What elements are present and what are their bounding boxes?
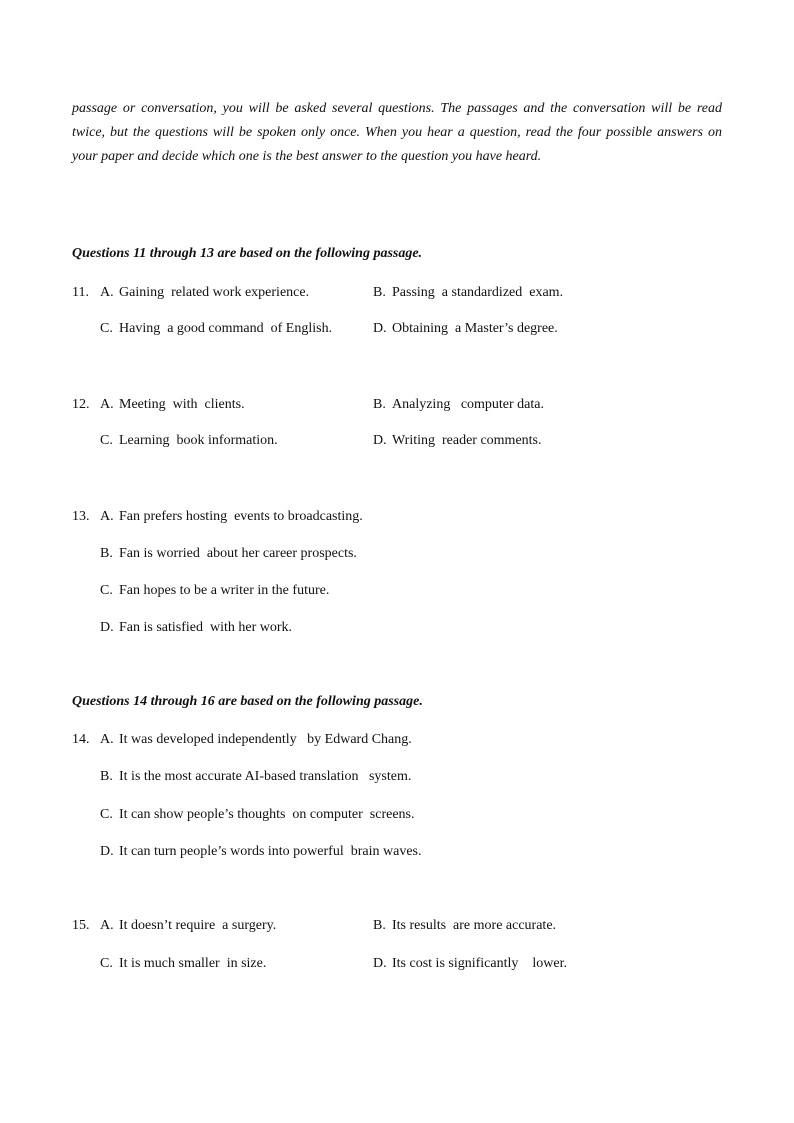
option-letter: B. [373,918,386,933]
question-number: 11. [72,285,89,300]
option-letter: D. [373,956,387,971]
option-text: Analyzing computer data. [392,397,545,412]
option-letter: A. [100,509,114,524]
option-d [373,319,558,339]
option-letter: D. [373,433,387,448]
option-text: Passing a standardized exam. [392,285,564,300]
option-text: Fan is satisfied with her work. [119,620,293,635]
option-d [100,618,292,638]
question-number: 13. [72,509,90,524]
option-b [373,916,556,936]
option-b [100,544,357,564]
instructions-paragraph: passage or conversation, you will be asked several questions. The passages and the conversation will be read twice, but the questions will be spoken only once. When you hear a question, read the four possible answers on your paper and decide which one is the best answer to the question you have heard. [72,101,722,164]
option-letter: A. [100,285,114,300]
option-text: Meeting with clients. [119,397,245,412]
option-b [373,395,544,415]
option-text: Its cost is significantly lower. [392,956,567,971]
option-text: It can show people’s thoughts on computer screens. [119,807,415,822]
option-b [373,283,563,303]
option-letter: B. [373,397,386,412]
section-heading: Questions 14 through 16 are based on the following passage. [72,694,423,709]
option-c [100,581,329,601]
option-text: Fan prefers hosting events to broadcasting. [119,509,363,524]
option-letter: A. [100,397,114,412]
option-letter: A. [100,918,114,933]
option-letter: B. [100,769,113,784]
option-letter: C. [100,583,113,598]
option-d [373,431,542,451]
option-c [100,805,415,825]
option-c [100,431,278,451]
option-a [100,395,245,415]
option-d [100,842,421,862]
option-a [100,283,309,303]
option-c [100,319,332,339]
section-heading: Questions 11 through 13 are based on the following passage. [72,246,423,261]
question-number: 12. [72,397,90,412]
option-letter: C. [100,807,113,822]
option-letter: D. [373,321,387,336]
option-letter: C. [100,433,113,448]
option-letter: C. [100,956,113,971]
option-text: Fan hopes to be a writer in the future. [119,583,330,598]
option-text: Fan is worried about her career prospects. [119,546,357,561]
option-text: Having a good command of English. [119,321,333,336]
option-text: It is much smaller in size. [119,956,267,971]
option-text: Obtaining a Master’s degree. [392,321,558,336]
option-d [373,954,567,974]
question-number: 14. [72,732,90,747]
option-letter: B. [373,285,386,300]
option-text: It was developed independently by Edward Chang. [119,732,412,747]
option-a [100,916,276,936]
option-text: It doesn’t require a surgery. [119,918,277,933]
option-letter: D. [100,844,114,859]
option-letter: B. [100,546,113,561]
option-text: Gaining related work experience. [119,285,310,300]
option-a [100,507,363,527]
option-b [100,767,411,787]
option-c [100,954,266,974]
option-text: It is the most accurate AI-based translation system. [119,769,412,784]
option-a [100,730,412,750]
option-text: It can turn people’s words into powerful brain waves. [119,844,422,859]
option-letter: D. [100,620,114,635]
option-letter: C. [100,321,113,336]
option-text: Its results are more accurate. [392,918,557,933]
option-text: Writing reader comments. [392,433,542,448]
question-number: 15. [72,918,90,933]
option-letter: A. [100,732,114,747]
option-text: Learning book information. [119,433,278,448]
